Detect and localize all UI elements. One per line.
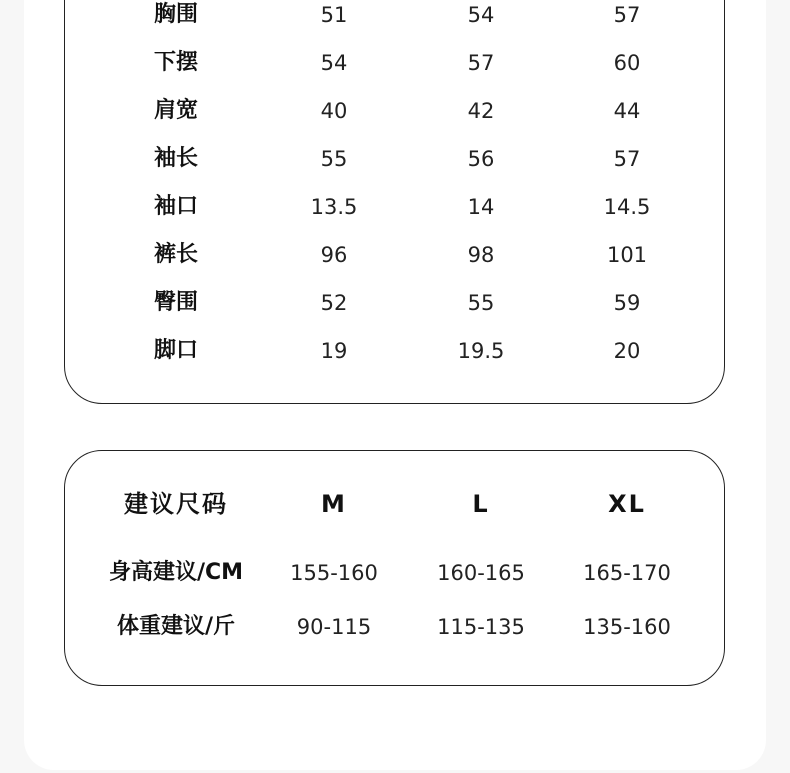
size-xl: XL: [608, 490, 646, 518]
row-label: 肩宽: [153, 98, 199, 123]
cell: 54: [320, 51, 348, 75]
cell: 56: [467, 147, 495, 171]
size-header-row: [65, 484, 724, 524]
cell: 115-135: [437, 615, 525, 639]
height-row: [65, 553, 724, 593]
cell: 101: [606, 243, 648, 267]
measurement-row: [65, 91, 724, 131]
cell: 57: [467, 51, 495, 75]
cell: 59: [613, 291, 641, 315]
measurement-row: [65, 331, 724, 371]
cell: 52: [320, 291, 348, 315]
cell: 40: [320, 99, 348, 123]
measurement-row: [65, 235, 724, 275]
cell: 14.5: [603, 195, 651, 219]
row-label: 下摆: [153, 50, 199, 75]
size-m: M: [321, 490, 347, 518]
row-label: 脚口: [153, 338, 199, 363]
cell: 57: [613, 147, 641, 171]
cell: 55: [467, 291, 495, 315]
row-label: 袖长: [153, 146, 199, 171]
cell: 160-165: [437, 561, 525, 585]
cell: 20: [613, 339, 641, 363]
row-label: 身高建议/CM: [108, 560, 244, 585]
size-header-label: 建议尺码: [124, 490, 228, 518]
cell: 54: [467, 3, 495, 27]
row-label: 体重建议/斤: [116, 614, 236, 639]
row-label: 袖口: [153, 194, 199, 219]
cell: 19: [320, 339, 348, 363]
cell: 98: [467, 243, 495, 267]
measurement-row: [65, 43, 724, 83]
cell: 51: [320, 3, 348, 27]
measurement-row: [65, 283, 724, 323]
row-label: 胸围: [153, 2, 199, 27]
row-label: 裤长: [153, 242, 199, 267]
cell: 165-170: [583, 561, 671, 585]
cell: 14: [467, 195, 495, 219]
cell: 135-160: [583, 615, 671, 639]
cell: 60: [613, 51, 641, 75]
measurement-row: [65, 187, 724, 227]
measurement-row: [65, 0, 724, 35]
cell: 90-115: [296, 615, 372, 639]
cell: 57: [613, 3, 641, 27]
measurement-table: [64, 0, 725, 404]
size-l: L: [472, 490, 490, 518]
cell: 96: [320, 243, 348, 267]
weight-row: [65, 607, 724, 647]
row-label: 臀围: [153, 290, 199, 315]
cell: 19.5: [457, 339, 505, 363]
size-recommendation-table: [64, 450, 725, 686]
cell: 44: [613, 99, 641, 123]
cell: 155-160: [290, 561, 378, 585]
cell: 42: [467, 99, 495, 123]
cell: 13.5: [310, 195, 358, 219]
cell: 55: [320, 147, 348, 171]
measurement-row: [65, 139, 724, 179]
